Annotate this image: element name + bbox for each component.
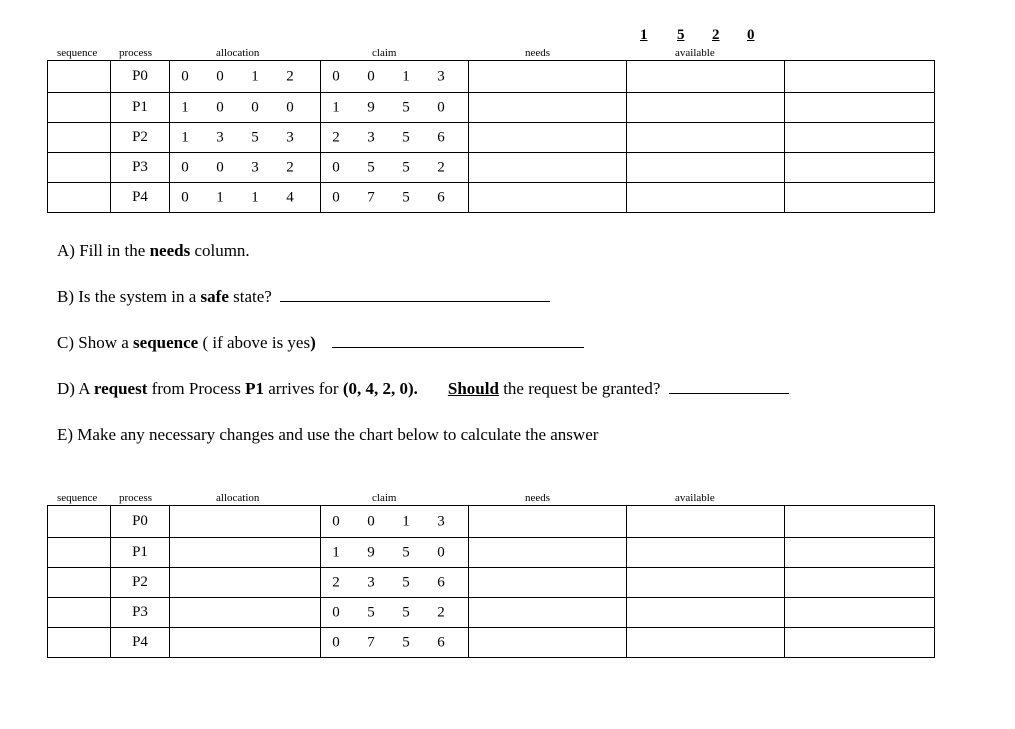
sequence-cell[interactable] (48, 183, 111, 213)
cell-value: 6 (437, 129, 445, 145)
answer-blank-c[interactable] (332, 333, 584, 348)
extra-cell[interactable] (785, 183, 935, 213)
allocation-cell (170, 93, 321, 123)
table-row (48, 568, 935, 598)
table-row (48, 183, 935, 213)
cell-value: 4 (286, 189, 294, 205)
cell-value: 6 (437, 189, 445, 205)
available-cell[interactable] (627, 628, 785, 658)
claim-cell (321, 506, 469, 538)
extra-cell[interactable] (785, 93, 935, 123)
process-cell: P3 (111, 153, 170, 183)
claim-cell (321, 628, 469, 658)
allocation-cell (170, 61, 321, 93)
table-row (48, 61, 935, 93)
extra-cell[interactable] (785, 61, 935, 93)
extra-cell[interactable] (785, 568, 935, 598)
header-allocation: allocation (216, 47, 260, 59)
worksheet-table (47, 505, 935, 658)
needs-cell[interactable] (469, 568, 627, 598)
available-cell[interactable] (627, 598, 785, 628)
available-value: 1 (640, 27, 648, 43)
table-row (48, 628, 935, 658)
cell-value: 7 (367, 189, 375, 205)
header-needs: needs (525, 47, 551, 59)
cell-value: 5 (402, 574, 410, 590)
sequence-cell[interactable] (48, 123, 111, 153)
cell-value: 2 (332, 129, 340, 145)
cell-value: 5 (402, 189, 410, 205)
cell-value: 6 (437, 574, 445, 590)
cell-value: 2 (437, 604, 445, 620)
question-a: A) Fill in the needs column. (57, 241, 250, 260)
cell-value: 0 (437, 99, 445, 115)
claim-cell (321, 61, 469, 93)
cell-value: 0 (181, 159, 189, 175)
header-available: available (675, 47, 715, 59)
cell-value: 3 (251, 159, 259, 175)
sequence-cell[interactable] (48, 506, 111, 538)
sequence-cell[interactable] (48, 628, 111, 658)
process-cell: P2 (111, 123, 170, 153)
process-cell: P4 (111, 183, 170, 213)
available-value: 0 (747, 27, 755, 43)
needs-cell[interactable] (469, 123, 627, 153)
cell-value: 5 (402, 129, 410, 145)
available-cell[interactable] (627, 93, 785, 123)
cell-value: 0 (367, 513, 375, 529)
extra-cell[interactable] (785, 628, 935, 658)
cell-value: 5 (402, 634, 410, 650)
cell-value: 0 (216, 159, 224, 175)
needs-cell[interactable] (469, 61, 627, 93)
needs-cell[interactable] (469, 538, 627, 568)
question-e: E) Make any necessary changes and use the chart below to calculate the answer (57, 425, 599, 444)
needs-cell[interactable] (469, 183, 627, 213)
table-row (48, 93, 935, 123)
cell-value: 0 (332, 604, 340, 620)
header-available: available (675, 492, 715, 504)
cell-value: 1 (251, 68, 259, 84)
sequence-cell[interactable] (48, 153, 111, 183)
allocation-cell[interactable] (170, 568, 321, 598)
allocation-cell (170, 123, 321, 153)
cell-value: 0 (332, 513, 340, 529)
question-b: B) Is the system in a safe state? (57, 287, 550, 307)
available-cell[interactable] (627, 183, 785, 213)
claim-cell (321, 183, 469, 213)
cell-value: 3 (437, 513, 445, 529)
claim-cell (321, 568, 469, 598)
cell-value: 5 (402, 544, 410, 560)
cell-value: 1 (402, 68, 410, 84)
cell-value: 1 (181, 99, 189, 115)
allocation-cell (170, 153, 321, 183)
process-cell: P4 (111, 628, 170, 658)
table-row (48, 153, 935, 183)
extra-cell[interactable] (785, 123, 935, 153)
process-cell: P0 (111, 61, 170, 93)
cell-value: 3 (367, 574, 375, 590)
cell-value: 2 (332, 574, 340, 590)
cell-value: 0 (216, 99, 224, 115)
available-cell[interactable] (627, 538, 785, 568)
cell-value: 6 (437, 634, 445, 650)
question-d: D) A request from Process P1 arrives for (0, 4, 2, 0). Should the request be granted? (57, 379, 789, 399)
process-cell: P1 (111, 538, 170, 568)
allocation-cell[interactable] (170, 628, 321, 658)
cell-value: 0 (181, 68, 189, 84)
header-sequence: sequence (57, 47, 98, 59)
cell-value: 5 (251, 129, 259, 145)
cell-value: 0 (332, 189, 340, 205)
cell-value: 1 (332, 99, 340, 115)
cell-value: 2 (286, 159, 294, 175)
table-row (48, 506, 935, 538)
cell-value: 0 (332, 634, 340, 650)
cell-value: 9 (367, 544, 375, 560)
cell-value: 1 (332, 544, 340, 560)
cell-value: 1 (251, 189, 259, 205)
answer-blank-b[interactable] (280, 287, 550, 302)
answer-blank-d[interactable] (669, 379, 789, 394)
claim-cell (321, 123, 469, 153)
needs-cell[interactable] (469, 153, 627, 183)
allocation-cell (170, 183, 321, 213)
cell-value: 0 (251, 99, 259, 115)
claim-cell (321, 598, 469, 628)
header-needs: needs (525, 492, 551, 504)
needs-cell[interactable] (469, 93, 627, 123)
cell-value: 3 (286, 129, 294, 145)
cell-value: 2 (437, 159, 445, 175)
process-cell: P2 (111, 568, 170, 598)
process-cell: P3 (111, 598, 170, 628)
cell-value: 0 (332, 159, 340, 175)
cell-value: 7 (367, 634, 375, 650)
cell-value: 9 (367, 99, 375, 115)
header-claim: claim (372, 492, 397, 504)
needs-cell[interactable] (469, 506, 627, 538)
available-value: 5 (677, 27, 685, 43)
header-allocation: allocation (216, 492, 260, 504)
cell-value: 5 (402, 99, 410, 115)
process-cell: P1 (111, 93, 170, 123)
claim-cell (321, 93, 469, 123)
sequence-cell[interactable] (48, 93, 111, 123)
table-row (48, 123, 935, 153)
cell-value: 3 (216, 129, 224, 145)
available-cell[interactable] (627, 568, 785, 598)
header-claim: claim (372, 47, 397, 59)
available-value: 2 (712, 27, 720, 43)
sequence-cell[interactable] (48, 598, 111, 628)
header-process: process (119, 47, 152, 59)
claim-cell (321, 153, 469, 183)
cell-value: 0 (286, 99, 294, 115)
needs-cell[interactable] (469, 598, 627, 628)
header-sequence: sequence (57, 492, 98, 504)
process-cell: P0 (111, 506, 170, 538)
available-cell[interactable] (627, 153, 785, 183)
cell-value: 5 (402, 604, 410, 620)
claim-cell (321, 538, 469, 568)
available-cell[interactable] (627, 61, 785, 93)
cell-value: 3 (437, 68, 445, 84)
needs-cell[interactable] (469, 628, 627, 658)
header-process: process (119, 492, 152, 504)
table-row (48, 598, 935, 628)
cell-value: 0 (367, 68, 375, 84)
allocation-cell[interactable] (170, 598, 321, 628)
cell-value: 0 (216, 68, 224, 84)
cell-value: 2 (286, 68, 294, 84)
cell-value: 0 (437, 544, 445, 560)
cell-value: 0 (332, 68, 340, 84)
extra-cell[interactable] (785, 153, 935, 183)
allocation-cell[interactable] (170, 538, 321, 568)
cell-value: 5 (402, 159, 410, 175)
cell-value: 1 (181, 129, 189, 145)
cell-value: 1 (216, 189, 224, 205)
allocation-cell[interactable] (170, 506, 321, 538)
cell-value: 1 (402, 513, 410, 529)
extra-cell[interactable] (785, 598, 935, 628)
cell-value: 5 (367, 604, 375, 620)
extra-cell[interactable] (785, 538, 935, 568)
table-row (48, 538, 935, 568)
sequence-cell[interactable] (48, 538, 111, 568)
available-cell[interactable] (627, 123, 785, 153)
extra-cell[interactable] (785, 506, 935, 538)
cell-value: 5 (367, 159, 375, 175)
sequence-cell[interactable] (48, 61, 111, 93)
question-c: C) Show a sequence ( if above is yes) (57, 333, 584, 353)
cell-value: 0 (181, 189, 189, 205)
resource-table (47, 60, 935, 213)
cell-value: 3 (367, 129, 375, 145)
available-cell[interactable] (627, 506, 785, 538)
sequence-cell[interactable] (48, 568, 111, 598)
